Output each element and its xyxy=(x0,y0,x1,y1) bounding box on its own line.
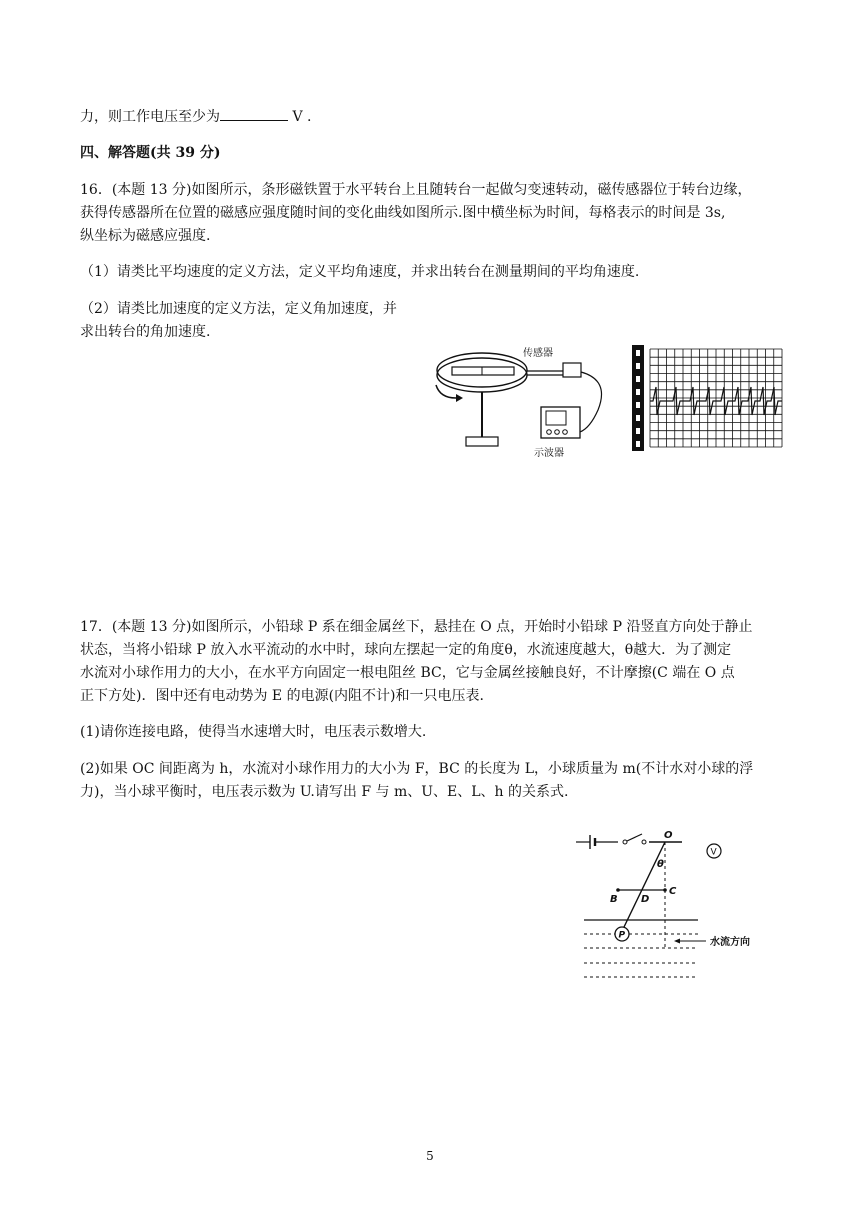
flow-direction-label: 水流方向 xyxy=(710,937,750,948)
carry-over-line xyxy=(80,106,311,127)
q16-line3: 纵坐标为磁感应强度. xyxy=(80,228,211,244)
label-theta: θ xyxy=(657,859,664,870)
q17-line1: 17．(本题 13 分)如图所示，小铅球 P 系在细金属丝下，悬挂在 O 点，开始时小铅球 P 沿竖直方向处于静止 xyxy=(80,619,753,635)
label-b: B xyxy=(610,894,618,905)
switch-symbol xyxy=(623,840,627,844)
q16-part2-line2: 求出转台的角加速度. xyxy=(80,324,211,340)
scope-label: 示波器 xyxy=(534,448,564,459)
magnetic-field-trace-figure xyxy=(632,345,784,451)
sensor-label: 传感器 xyxy=(523,348,553,359)
q16-line2: 获得传感器所在位置的磁感应强度随时间的变化曲线如图所示.图中横坐标为时间，每格表示的时间是 3s, xyxy=(80,205,726,221)
q17-line2: 状态，当将小铅球 P 放入水平流动的水中时，球向左摆起一定的角度θ，水流速度越大，θ越大．为了测定 xyxy=(80,642,732,658)
sensor-box xyxy=(563,363,581,377)
q17-line4: 正下方处)．图中还有电动势为 E 的电源(内阻不计)和一只电压表. xyxy=(80,688,484,704)
label-v: V xyxy=(710,847,717,858)
q16-line1: 16．(本题 13 分)如图所示，条形磁铁置于水平转台上且随转台一起做匀变速转动，磁传感器位于转台边缘， xyxy=(80,182,752,198)
section-title: 四、解答题(共 39 分) xyxy=(80,145,221,161)
answer-blank[interactable] xyxy=(220,106,288,121)
label-o: O xyxy=(664,830,673,841)
carry-over-unit: V . xyxy=(292,109,312,125)
page-number: 5 xyxy=(426,1149,434,1163)
q17-part2-line1: (2)如果 OC 间距离为 h，水流对小球作用力的大小为 F，BC 的长度为 L，小球质量为 m(不计水对小球的浮 xyxy=(80,761,754,777)
bar-magnet xyxy=(452,367,514,375)
q16-part2-line1: （2）请类比加速度的定义方法，定义角加速度，并 xyxy=(80,301,397,317)
label-p: P xyxy=(618,930,626,941)
turntable-apparatus-figure xyxy=(430,340,620,464)
pendulum-circuit-figure xyxy=(572,825,792,985)
q16-part1: （1）请类比平均速度的定义方法，定义平均角速度，并求出转台在测量期间的平均角速度. xyxy=(80,264,640,280)
label-d: D xyxy=(641,894,650,905)
metal-wire xyxy=(624,842,665,927)
q17-part2-line2: 力)，当小球平衡时，电压表示数为 U.请写出 F 与 m、U、E、L、h 的关系式. xyxy=(80,784,569,800)
label-c: C xyxy=(669,886,677,897)
q17-part1: (1)请你连接电路，使得当水速增大时，电压表示数增大. xyxy=(80,724,427,740)
q17-line3: 水流对小球作用力的大小，在水平方向固定一根电阻丝 BC，它与金属丝接触良好，不计摩擦(C 端在 O 点 xyxy=(80,665,735,681)
carry-over-text: 力，则工作电压至少为 xyxy=(80,109,220,125)
